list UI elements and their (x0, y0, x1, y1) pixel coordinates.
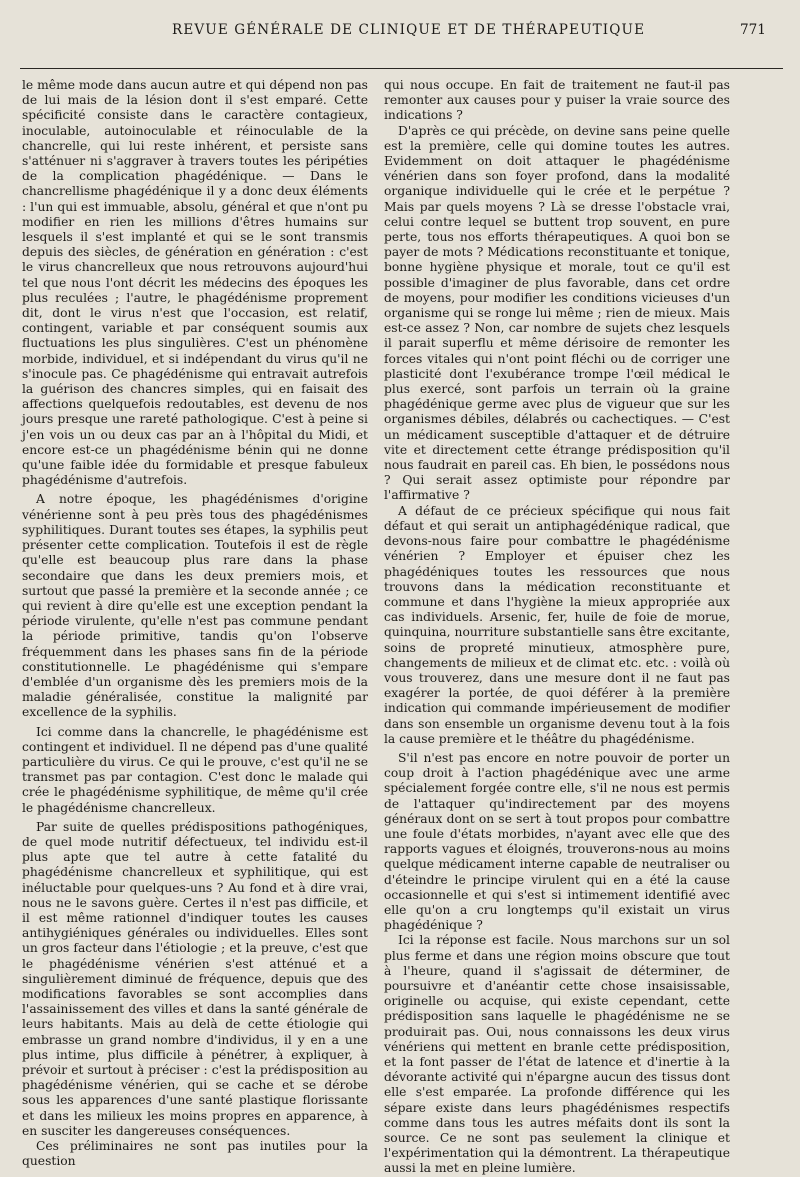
running-header (0, 22, 800, 48)
paragraph: S'il n'est pas encore en notre pouvoir de porter un coup droit à l'action phagédénique avec une arme spécialement forgée contre elle, s'il ne nous est permis de l'attaquer qu'indirectement par des moyens généraux dont on se sert à tout propos pour combattre une foule d'états morbides, n'ayant avec elle que des rapports vagues et éloignés, trouverons-nous au moins quelque médicament interne capable de neutraliser ou d'éteindre le principe virulent qui en a été la cause occasionnelle et qui s'est si intimement identifié avec elle qu'on a cru longtemps qu'il existait un virus phagédénique ? (384, 750, 730, 933)
paragraph: A notre époque, les phagédénismes d'origine vénérienne sont à peu près tous des phagédénismes syphilitiques. Durant toutes ses étapes, la syphilis peut présenter cette complication. Toutefois il est de règle qu'elle est beaucoup plus rare dans la phase secondaire que dans les deux premiers mois, et surtout que passé la première et la seconde année ; ce qui revient à dire qu'elle est une exception pendant la période virulente, qu'elle n'est pas commune pendant la période primitive, tandis qu'on l'observe fréquemment dans les phases sans fin de la période constitutionnelle. Le phagédénisme qui s'empare d'emblée d'un organisme dès les premiers mois de la maladie généralisée, constitue la malignité par excellence de la syphilis. (22, 492, 368, 720)
header-rule (20, 68, 783, 69)
journal-title: REVUE GÉNÉRALE DE CLINIQUE ET DE THÉRAPEUTIQUE (172, 22, 646, 38)
paragraph: D'après ce qui précède, on devine sans peine quelle est la première, celle qui domine toutes les autres. Evidemment on doit attaquer le phagédénisme vénérien dans son foyer profond, dans la modalité organique individuelle qui le crée et le perpétue ? Mais par quels moyens ? Là se dresse l'obstacle vrai, celui contre lequel se buttent trop souvent, en pure perte, tous nos efforts thérapeutiques. A quoi bon se payer de mots ? Médications reconstituante et tonique, bonne hygiène physique et morale, tout ce qu'il est possible d'imaginer de plus favorable, dans cet ordre de moyens, pour modifier les conditions vicieuses d'un organisme qui se ronge lui même ; rien de mieux. Mais est-ce assez ? Non, car nombre de sujets chez lesquels il parait superflu et même dérisoire de remonter les forces vitales qui n'ont point fléchi ou de corriger une plasticité dont l'exubérance trompe l'œil médical le plus exercé, sont parfois un terrain où la graine phagédénique germe avec plus de vigueur que sur les organismes débiles, délabrés ou cachectiques. — C'est un médicament susceptible d'attaquer et de détruire vite et directement cette étrange prédisposition qu'il nous faudrait en pareil cas. Eh bien, le possédons nous ? Qui serait assez optimiste pour répondre par l'affirmative ? (384, 123, 730, 503)
paragraph: qui nous occupe. En fait de traitement ne faut-il pas remonter aux causes pour y puiser la vraie source des indications ? (384, 78, 730, 123)
paragraph: Ici comme dans la chancrelle, le phagédénisme est contingent et individuel. Il ne dépend pas d'une qualité particulière du virus. Ce qui le prouve, c'est qu'il ne se transmet pas par contagion. C'est donc le malade qui crée le phagédénisme syphilitique, de même qu'il crée le phagédénisme chancrelleux. (22, 724, 368, 815)
right-column (384, 78, 730, 1177)
paragraph: Ces préliminaires ne sont pas inutiles pour la question (22, 1139, 368, 1169)
paragraph: le même mode dans aucun autre et qui dépend non pas de lui mais de la lésion dont il s'est emparé. Cette spécificité consiste dans le caractère contagieux, inoculable, autoinoculable et réinoculable de la chancrelle, qui lui reste inhérent, et persiste sans s'atténuer ni s'aggraver à travers toutes les péripéties de la complication phagédénique. — Dans le chancrellisme phagédénique il y a donc deux éléments : l'un qui est immuable, absolu, général et que n'ont pu modifier en rien les millions d'êtres humains sur lesquels il s'est implanté et qui se le sont transmis depuis des siècles, de génération en génération : c'est le virus chancrelleux que nous retrouvons aujourd'hui tel que nous l'ont décrit les médecins des époques les plus reculées ; l'autre, le phagédénisme proprement dit, dont le virus n'est que l'occasion, est relatif, contingent, variable et par conséquent soumis aux fluctuations les plus singulières. C'est un phénomène morbide, individuel, et si indépendant du virus qu'il ne s'inocule pas. Ce phagédénisme qui entravait autrefois la guérison des chancres simples, qui en faisait des affections quelquefois redoutables, est devenu de nos jours presque une rareté pathologique. C'est à peine si j'en vois un ou deux cas par an à l'hôpital du Midi, et encore est-ce un phagédénisme bénin qui ne donne qu'une faible idée du formidable et presque fabuleux phagédénisme d'autrefois. (22, 78, 368, 488)
page-number: 771 (740, 22, 766, 38)
paragraph: Par suite de quelles prédispositions pathogéniques, de quel mode nutritif défectueux, tel individu est-il plus apte que tel autre à cette fatalité du phagédénisme chancrelleux et syphilitique, qui est inéluctable pour quelques-uns ? Au fond et à dire vrai, nous ne le savons guère. Certes il n'est pas difficile, et il est même rationnel d'indiquer toutes les causes antihygiéniques générales ou individuelles. Elles sont un gros facteur dans l'étiologie ; et la preuve, c'est que le phagédénisme vénérien s'est atténué et a singulièrement diminué de fréquence, depuis que des modifications favorables se sont accomplies dans l'assainissement des villes et dans la santé générale de leurs habitants. Mais au delà de cette étiologie qui embrasse un grand nombre d'individus, il y en a une plus intime, plus difficile à pénétrer, à expliquer, à prévoir et surtout à préciser : c'est la prédisposition au phagédénisme vénérien, qui se cache et se dérobe sous les apparences d'une santé plastique florissante et dans les milieux les moins propres en apparence, à en susciter les dangereuses conséquences. (22, 819, 368, 1138)
paragraph: A défaut de ce précieux spécifique qui nous fait défaut et qui serait un antiphagédénique radical, que devons-nous faire pour combattre le phagédénisme vénérien ? Employer et épuiser chez les phagédéniques toutes les ressources que nous trouvons dans la médication reconstituante et commune et dans l'hygiène la mieux appropriée aux cas individuels. Arsenic, fer, huile de foie de morue, quinquina, nourriture substantielle sans être excitante, soins de propreté minutieux, atmosphère pure, changements de milieux et de climat etc. etc. : voilà où vous trouverez, dans une mesure dont il ne faut pas exagérer la portée, de quoi déférer à la première indication qui commande impérieusement de modifier dans son ensemble un organisme devenu tout à la fois la cause première et le théâtre du phagédénisme. (384, 503, 730, 746)
left-column (22, 78, 368, 1169)
paragraph: Ici la réponse est facile. Nous marchons sur un sol plus ferme et dans une région moins obscure que tout à l'heure, quand il s'agissait de déterminer, de poursuivre et d'anéantir cette chose insaisissable, originelle ou acquise, qui existe cependant, cette prédisposition sans laquelle le phagédénisme ne se produirait pas. Oui, nous connaissons les deux virus vénériens qui mettent en branle cette prédisposition, et la font passer de l'état de latence et d'inertie à la dévorante activité qui n'épargne aucun des tissus dont elle s'est emparée. La profonde différence qui les sépare existe dans leurs phagédénismes respectifs comme dans tous les autres méfaits dont ils sont la source. Ce ne sont pas seulement la clinique et l'expérimentation qui la démontrent. La thérapeutique aussi la met en pleine lumière. (384, 933, 730, 1176)
